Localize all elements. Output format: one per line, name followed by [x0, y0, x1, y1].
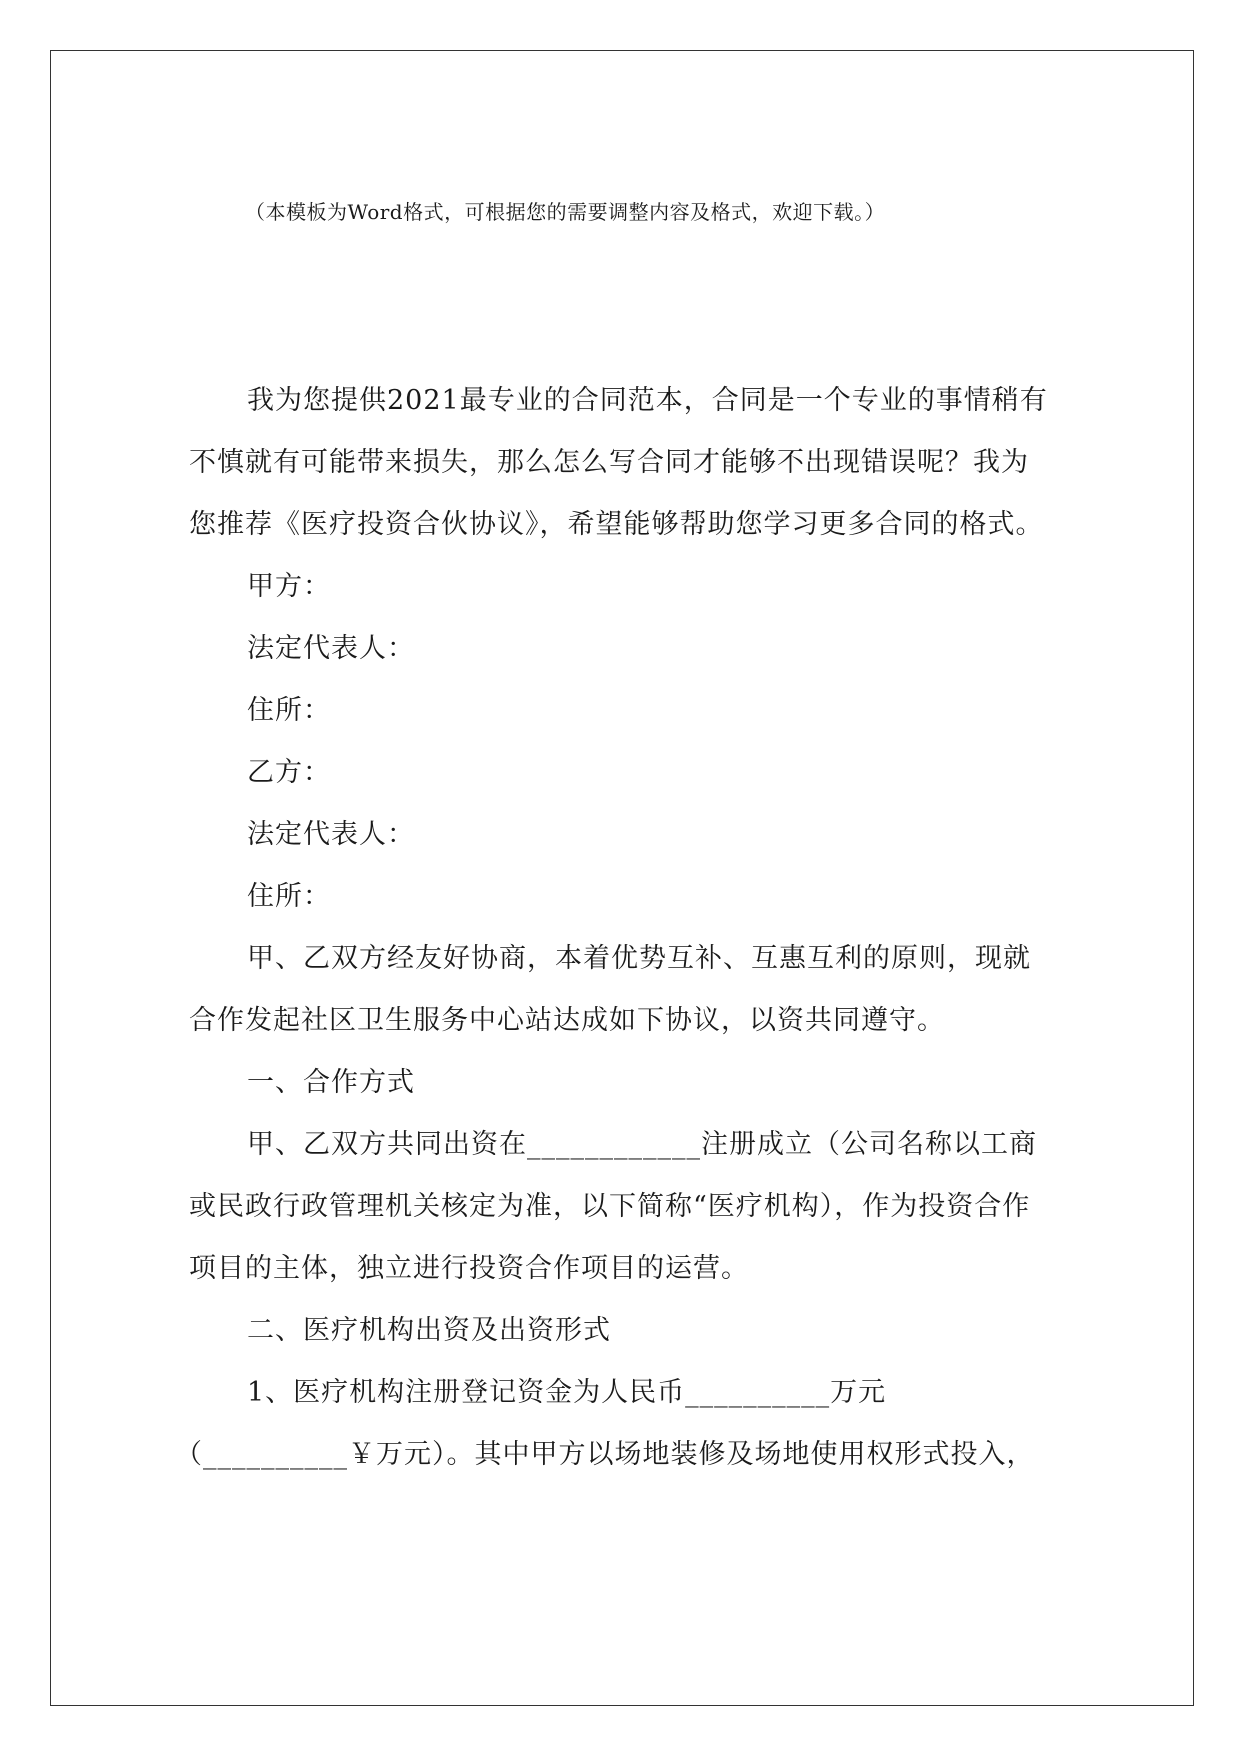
- section-2-title: 二、医疗机构出资及出资形式: [247, 1315, 611, 1346]
- party-a-representative: 法定代表人：: [247, 633, 415, 664]
- section-2-item-1-line-1: 1、医疗机构注册登记资金为人民币__________万元: [247, 1377, 887, 1408]
- contract-body: [175, 370, 1049, 1486]
- section-1-title: 一、合作方式: [247, 1067, 415, 1098]
- party-a-address: 住所：: [247, 695, 331, 726]
- preamble-paragraph: 甲、乙双方经友好协商，本着优势互补、互惠互利的原则，现就合作发起社区卫生服务中心站达成如下协议，以资共同遵守。: [189, 943, 1031, 1036]
- party-b-address: 住所：: [247, 881, 331, 912]
- section-1-paragraph: 甲、乙双方共同出资在____________注册成立（公司名称以工商或民政行政管理机关核定为准，以下简称“医疗机构），作为投资合作项目的主体，独立进行投资合作项目的运营。: [189, 1129, 1037, 1284]
- intro-paragraph: 我为您提供2021最专业的合同范本，合同是一个专业的事情稍有不慎就有可能带来损失，那么怎么写合同才能够不出现错误呢？我为您推荐《医疗投资合伙协议》，希望能够帮助您学习更多合同的格式。: [189, 385, 1048, 540]
- section-2-item-1-line-2: （__________￥万元）。其中甲方以场地装修及场地使用权形式投入，: [175, 1439, 1035, 1470]
- party-b-label: 乙方：: [247, 757, 331, 788]
- template-note: （本模板为Word格式，可根据您的需要调整内容及格式，欢迎下载。）: [245, 200, 886, 224]
- party-a-label: 甲方：: [247, 571, 331, 602]
- party-b-representative: 法定代表人：: [247, 819, 415, 850]
